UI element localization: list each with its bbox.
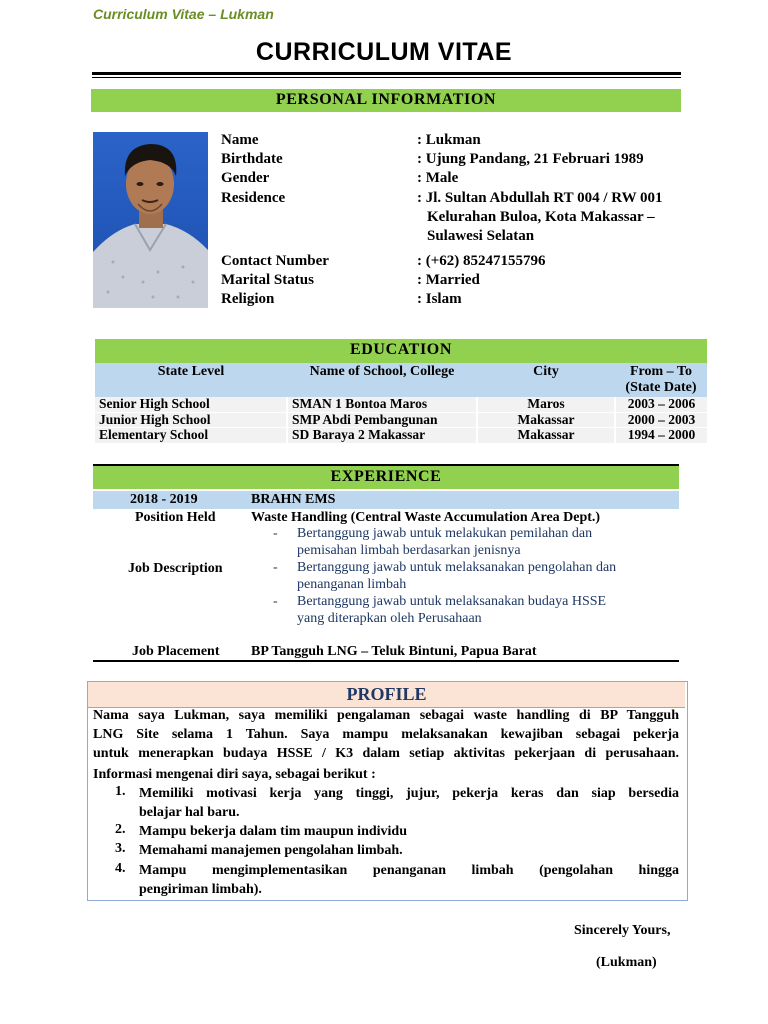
edu-level: Elementary School	[95, 428, 287, 444]
list-item-text-cont: belajar hal baru.	[139, 805, 240, 820]
pi-label: Religion	[221, 291, 275, 307]
pi-value: : Jl. Sultan Abdullah RT 004 / RW 001	[417, 190, 663, 206]
pi-value-continuation: Sulawesi Selatan	[427, 228, 535, 244]
edu-city: Maros	[477, 397, 615, 412]
placement-value: BP Tangguh LNG – Teluk Bintuni, Papua Barat	[251, 644, 537, 659]
personal-info-heading: PERSONAL INFORMATION	[91, 89, 681, 112]
experience-period: 2018 - 2019	[130, 492, 198, 507]
pi-label: Contact Number	[221, 253, 329, 269]
col-city: City	[477, 363, 615, 397]
profile-heading: PROFILE	[88, 682, 685, 708]
list-item-text: Mampu bekerja dalam tim maupun individu	[139, 824, 407, 839]
pi-label: Gender	[221, 170, 270, 186]
table-row	[95, 412, 707, 428]
pi-label: Marital Status	[221, 272, 314, 288]
placement-label: Job Placement	[132, 644, 220, 659]
col-period-line2: (State Date)	[625, 380, 697, 395]
education-table	[95, 363, 707, 444]
job-desc-bullet: -	[273, 594, 278, 609]
col-period	[615, 363, 707, 397]
experience-heading: EXPERIENCE	[93, 466, 679, 489]
job-desc-line: penanganan limbah	[297, 577, 407, 592]
experience-company: BRAHN EMS	[251, 492, 336, 507]
pi-value: : Male	[417, 170, 459, 186]
list-item-number: 1.	[115, 784, 126, 799]
profile-paragraph-line: Nama saya Lukman, saya memiliki pengalaman sebagai waste handling di BP Tangguh	[93, 708, 679, 723]
education-header-row	[95, 363, 707, 397]
job-desc-line: Bertanggung jawab untuk melakukan pemilahan dan	[297, 526, 593, 541]
table-row	[95, 428, 707, 444]
experience-rule-bottom	[93, 660, 679, 662]
job-desc-line: Bertanggung jawab untuk melaksanakan budaya HSSE	[297, 594, 607, 609]
pi-value-continuation: Kelurahan Buloa, Kota Makassar –	[427, 209, 655, 225]
edu-level: Senior High School	[95, 397, 287, 412]
list-item-text: Memiliki motivasi kerja yang tinggi, jujur, pekerja keras dan siap bersedia	[139, 786, 679, 801]
header-note: Curriculum Vitae – Lukman	[93, 6, 274, 22]
edu-school: SMP Abdi Pembangunan	[287, 412, 477, 428]
title-rule-thin	[92, 77, 681, 78]
edu-school: SD Baraya 2 Makassar	[287, 428, 477, 444]
page-title: CURRICULUM VITAE	[255, 38, 513, 66]
job-desc-label: Job Description	[128, 561, 223, 576]
list-item-text: Mampu mengimplementasikan penanganan limbah (pengolahan hingga	[139, 863, 679, 878]
table-row	[95, 397, 707, 412]
list-item-number: 4.	[115, 861, 126, 876]
position-label: Position Held	[135, 510, 216, 525]
pi-value: : Islam	[417, 291, 462, 307]
profile-photo	[93, 132, 208, 308]
pi-label: Birthdate	[221, 151, 283, 167]
pi-label: Residence	[221, 190, 286, 206]
edu-period: 2003 – 2006	[615, 397, 707, 412]
edu-city: Makassar	[477, 412, 615, 428]
pi-value: : Lukman	[417, 132, 481, 148]
education-heading: EDUCATION	[95, 339, 707, 363]
col-period-line1: From – To	[630, 364, 692, 379]
pi-label: Name	[221, 132, 259, 148]
job-desc-bullet: -	[273, 560, 278, 575]
pi-value: : Ujung Pandang, 21 Februari 1989	[417, 151, 644, 167]
pi-value: : (+62) 85247155796	[417, 253, 546, 269]
list-item-text-cont: pengiriman limbah).	[139, 882, 262, 897]
edu-period: 1994 – 2000	[615, 428, 707, 444]
col-state-level: State Level	[95, 363, 287, 397]
col-school: Name of School, College	[287, 363, 477, 397]
job-desc-line: Bertanggung jawab untuk melaksanakan pengolahan dan	[297, 560, 617, 575]
job-desc-bullet: -	[273, 526, 278, 541]
title-rule-thick	[92, 72, 681, 75]
job-desc-line: pemisahan limbah berdasarkan jenisnya	[297, 543, 521, 558]
job-desc-line: yang diterapkan oleh Perusahaan	[297, 611, 482, 626]
list-item-number: 3.	[115, 841, 126, 856]
profile-paragraph-line: LNG Site selama 1 Tahun. Saya mampu melaksanakan kewajiban sebagai pekerja	[93, 727, 679, 742]
list-item-text: Memahami manajemen pengolahan limbah.	[139, 843, 403, 858]
pi-value: : Married	[417, 272, 480, 288]
list-item-number: 2.	[115, 822, 126, 837]
closing-name: (Lukman)	[596, 955, 657, 970]
profile-paragraph-line: untuk menerapkan budaya HSSE / K3 dalam setiap aktivitas pekerjaan di perusahaan.	[93, 746, 679, 761]
edu-level: Junior High School	[95, 412, 287, 428]
edu-period: 2000 – 2003	[615, 412, 707, 428]
position-value: Waste Handling (Central Waste Accumulation Area Dept.)	[251, 510, 601, 525]
edu-school: SMAN 1 Bontoa Maros	[287, 397, 477, 412]
closing-sincerely: Sincerely Yours,	[574, 923, 671, 938]
profile-intro: Informasi mengenai diri saya, sebagai berikut :	[93, 767, 376, 782]
edu-city: Makassar	[477, 428, 615, 444]
